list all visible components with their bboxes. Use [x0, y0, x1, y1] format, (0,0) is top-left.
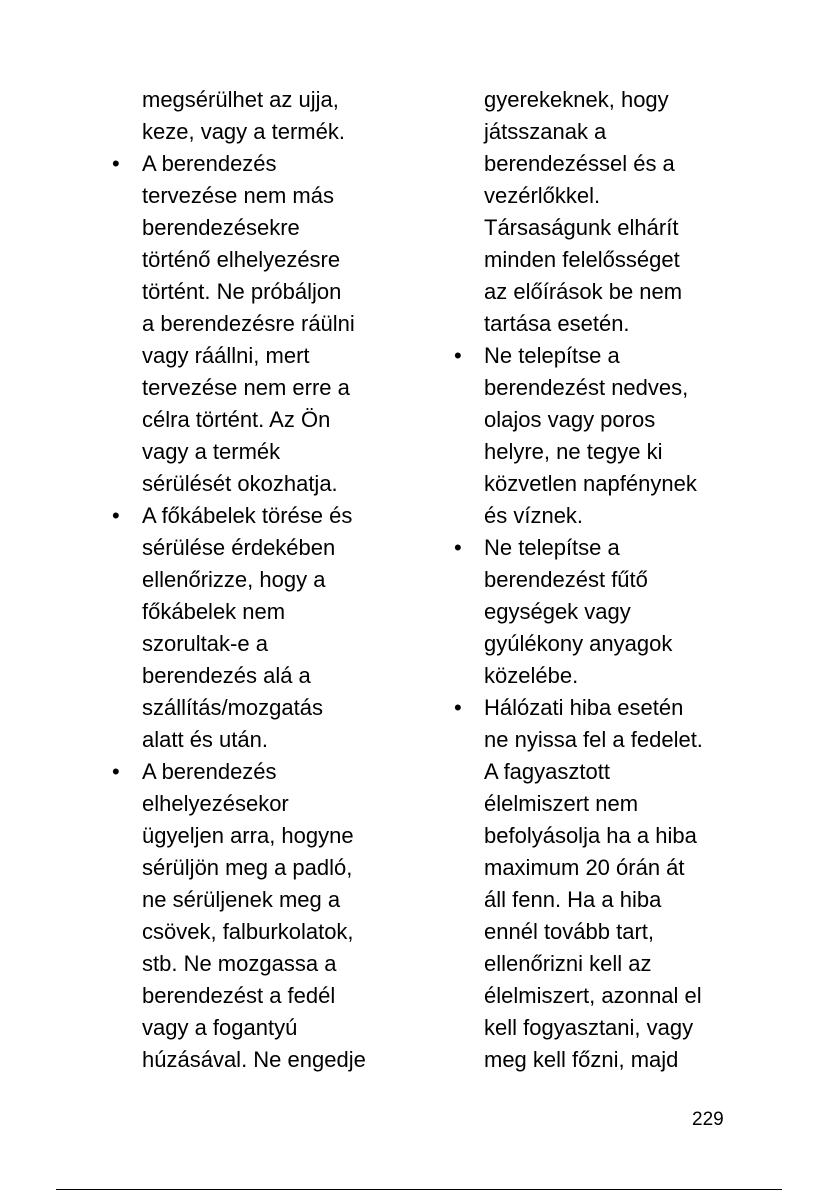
text-line [454, 436, 744, 468]
line-text: és víznek. [484, 503, 584, 528]
text-line [112, 532, 402, 564]
text-line [112, 788, 402, 820]
line-text: vagy a termék [142, 439, 281, 464]
line-text: ellenőrizni kell az [484, 951, 652, 976]
bottom-rule [56, 1189, 782, 1190]
text-line [454, 468, 744, 500]
line-text: gyerekeknek, hogy [484, 87, 669, 112]
line-text: ne nyissa fel a fedelet. [484, 727, 703, 752]
line-text: az előírások be nem [484, 279, 683, 304]
text-line [112, 148, 402, 180]
line-text: megsérülhet az ujja, [142, 87, 339, 112]
text-line [112, 404, 402, 436]
line-text: sérüljön meg a padló, [142, 855, 353, 880]
text-line [454, 756, 744, 788]
text-line [454, 340, 744, 372]
line-text: közvetlen napfénynek [484, 471, 697, 496]
line-text: ennél tovább tart, [484, 919, 655, 944]
bullet-icon: • [112, 151, 120, 176]
line-text: A berendezés [142, 151, 277, 176]
line-text: célra történt. Az Ön [142, 407, 331, 432]
line-text: helyre, ne tegye ki [484, 439, 663, 464]
line-text: stb. Ne mozgassa a [142, 951, 337, 976]
text-line [454, 692, 744, 724]
text-line [454, 404, 744, 436]
line-text: olajos vagy poros [484, 407, 656, 432]
text-line [112, 1012, 402, 1044]
line-text: A főkábelek törése és [142, 503, 353, 528]
line-text: A fagyasztott [484, 759, 610, 784]
line-text: szállítás/mozgatás [142, 695, 323, 720]
line-text: berendezést fűtő [484, 567, 648, 592]
line-text: közelébe. [484, 663, 579, 688]
line-text: ellenőrizze, hogy a [142, 567, 326, 592]
text-line [112, 980, 402, 1012]
line-text: maximum 20 órán át [484, 855, 685, 880]
text-line [112, 468, 402, 500]
page-number: 229 [692, 1109, 724, 1130]
text-line [112, 116, 402, 148]
line-text: tartása esetén. [484, 311, 630, 336]
line-text: kell fogyasztani, vagy [484, 1015, 694, 1040]
text-line [112, 724, 402, 756]
line-text: berendezést nedves, [484, 375, 689, 400]
text-line [454, 884, 744, 916]
text-line [454, 148, 744, 180]
line-text: berendezést a fedél [142, 983, 336, 1008]
text-line [112, 628, 402, 660]
line-text: tervezése nem más [142, 183, 334, 208]
text-line [112, 180, 402, 212]
text-line [454, 788, 744, 820]
text-line [454, 84, 744, 116]
line-text: alatt és után. [142, 727, 268, 752]
text-line [454, 852, 744, 884]
bullet-icon: • [112, 759, 120, 784]
bullet-icon: • [454, 695, 462, 720]
text-line [454, 212, 744, 244]
line-text: keze, vagy a termék. [142, 119, 345, 144]
line-text: sérülését okozhatja. [142, 471, 338, 496]
text-line [454, 948, 744, 980]
line-text: történt. Ne próbáljon [142, 279, 342, 304]
text-line [112, 564, 402, 596]
bullet-icon: • [454, 343, 462, 368]
text-line [454, 276, 744, 308]
text-line [454, 980, 744, 1012]
text-line [454, 564, 744, 596]
text-line [112, 820, 402, 852]
text-line [112, 852, 402, 884]
line-text: Társaságunk elhárít [484, 215, 679, 240]
bullet-icon: • [454, 535, 462, 560]
text-line [454, 532, 744, 564]
text-line [454, 724, 744, 756]
line-text: meg kell főzni, majd [484, 1047, 679, 1072]
text-line [454, 180, 744, 212]
line-text: berendezés alá a [142, 663, 311, 688]
bullet-icon: • [112, 503, 120, 528]
text-line [112, 308, 402, 340]
line-text: csövek, falburkolatok, [142, 919, 354, 944]
text-line [454, 596, 744, 628]
line-text: Hálózati hiba esetén [484, 695, 684, 720]
text-line [112, 660, 402, 692]
line-text: minden felelősséget [484, 247, 680, 272]
line-text: gyúlékony anyagok [484, 631, 673, 656]
line-text: berendezéssel és a [484, 151, 675, 176]
text-line [454, 820, 744, 852]
text-line [454, 244, 744, 276]
text-line [112, 756, 402, 788]
text-line [112, 212, 402, 244]
text-line [112, 340, 402, 372]
line-text: áll fenn. Ha a hiba [484, 887, 662, 912]
text-line [112, 276, 402, 308]
line-text: befolyásolja ha a hiba [484, 823, 697, 848]
line-text: ügyeljen arra, hogyne [142, 823, 354, 848]
text-line [112, 948, 402, 980]
line-text: élelmiszert nem [484, 791, 639, 816]
line-text: élelmiszert, azonnal el [484, 983, 702, 1008]
line-text: egységek vagy [484, 599, 631, 624]
line-text: vezérlőkkel. [484, 183, 601, 208]
text-line [112, 1044, 402, 1076]
line-text: a berendezésre ráülni [142, 311, 355, 336]
text-line [454, 372, 744, 404]
right-column [454, 84, 744, 1076]
text-line [454, 1044, 744, 1076]
line-text: Ne telepítse a [484, 343, 620, 368]
text-line [112, 884, 402, 916]
line-text: berendezésekre [142, 215, 300, 240]
text-line [112, 372, 402, 404]
text-line [112, 500, 402, 532]
line-text: főkábelek nem [142, 599, 286, 624]
left-column [112, 84, 402, 1076]
line-text: Ne telepítse a [484, 535, 620, 560]
line-text: A berendezés [142, 759, 277, 784]
text-line [454, 500, 744, 532]
line-text: vagy ráállni, mert [142, 343, 310, 368]
line-text: vagy a fogantyú [142, 1015, 298, 1040]
line-text: játsszanak a [484, 119, 607, 144]
text-line [112, 596, 402, 628]
text-line [454, 308, 744, 340]
text-line [454, 660, 744, 692]
text-line [454, 116, 744, 148]
line-text: történő elhelyezésre [142, 247, 341, 272]
text-line [112, 436, 402, 468]
text-line [112, 84, 402, 116]
text-line [112, 244, 402, 276]
text-line [112, 916, 402, 948]
text-line [112, 692, 402, 724]
line-text: ne sérüljenek meg a [142, 887, 341, 912]
text-line [454, 916, 744, 948]
line-text: elhelyezésekor [142, 791, 289, 816]
line-text: sérülése érdekében [142, 535, 336, 560]
text-line [454, 628, 744, 660]
text-line [454, 1012, 744, 1044]
line-text: tervezése nem erre a [142, 375, 350, 400]
line-text: húzásával. Ne engedje [142, 1047, 366, 1072]
line-text: szorultak-e a [142, 631, 268, 656]
